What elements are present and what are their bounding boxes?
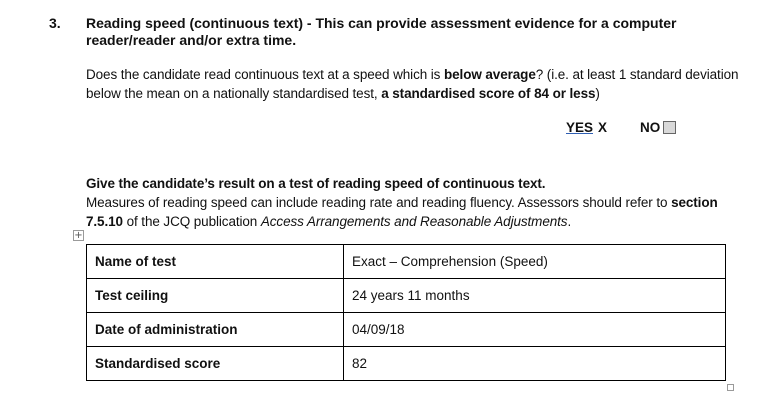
row-label-cell: Standardised score bbox=[87, 347, 344, 381]
no-option-label: NO bbox=[640, 120, 661, 135]
yes-selected-mark: X bbox=[598, 120, 608, 135]
instructions-publication-title: Access Arrangements and Reasonable Adjustments bbox=[260, 214, 568, 229]
table-row bbox=[87, 245, 726, 279]
row-label-cell: Name of test bbox=[87, 245, 344, 279]
instructions-section-ref: section 7.5.10 bbox=[86, 195, 718, 229]
table-resize-handle-icon[interactable] bbox=[727, 384, 734, 391]
results-table bbox=[86, 244, 726, 381]
question-bold-threshold: a standardised score of 84 or less bbox=[381, 86, 596, 101]
table-row bbox=[87, 347, 726, 381]
yes-option-label[interactable]: YES bbox=[566, 120, 594, 135]
table-row bbox=[87, 313, 726, 347]
question-part-2: ? (i.e. at least 1 standard deviation below the mean on a nationally standardised test, bbox=[86, 67, 739, 101]
question-part-1: Does the candidate read continuous text at a speed which is bbox=[86, 67, 444, 82]
answer-options bbox=[566, 120, 676, 135]
table-row bbox=[87, 279, 726, 313]
row-label-cell: Test ceiling bbox=[87, 279, 344, 313]
row-label-cell: Date of administration bbox=[87, 313, 344, 347]
instructions-text bbox=[86, 174, 746, 231]
row-value-cell[interactable]: Exact – Comprehension (Speed) bbox=[344, 245, 726, 279]
row-value-cell[interactable]: 82 bbox=[344, 347, 726, 381]
instructions-end: . bbox=[567, 214, 572, 229]
instructions-lead: Give the candidate’s result on a test of reading speed of continuous text. bbox=[86, 176, 546, 191]
row-value-cell[interactable]: 24 years 11 months bbox=[344, 279, 726, 313]
instructions-line-2: Measures of reading speed can include reading rate and reading fluency. Assessors should refer to bbox=[86, 195, 672, 210]
table-move-handle-icon[interactable]: + bbox=[74, 230, 83, 241]
row-value-cell[interactable]: 04/09/18 bbox=[344, 313, 726, 347]
question-part-3: ) bbox=[595, 86, 600, 101]
question-text bbox=[86, 65, 746, 103]
question-bold-below-average: below average bbox=[443, 67, 536, 82]
section-heading: Reading speed (continuous text) - This can provide assessment evidence for a computer reader/reader and/or extra time. bbox=[86, 15, 677, 48]
instructions-mid: of the JCQ publication bbox=[122, 214, 261, 229]
no-checkbox[interactable] bbox=[663, 121, 676, 134]
section-number: 3. bbox=[49, 15, 61, 31]
